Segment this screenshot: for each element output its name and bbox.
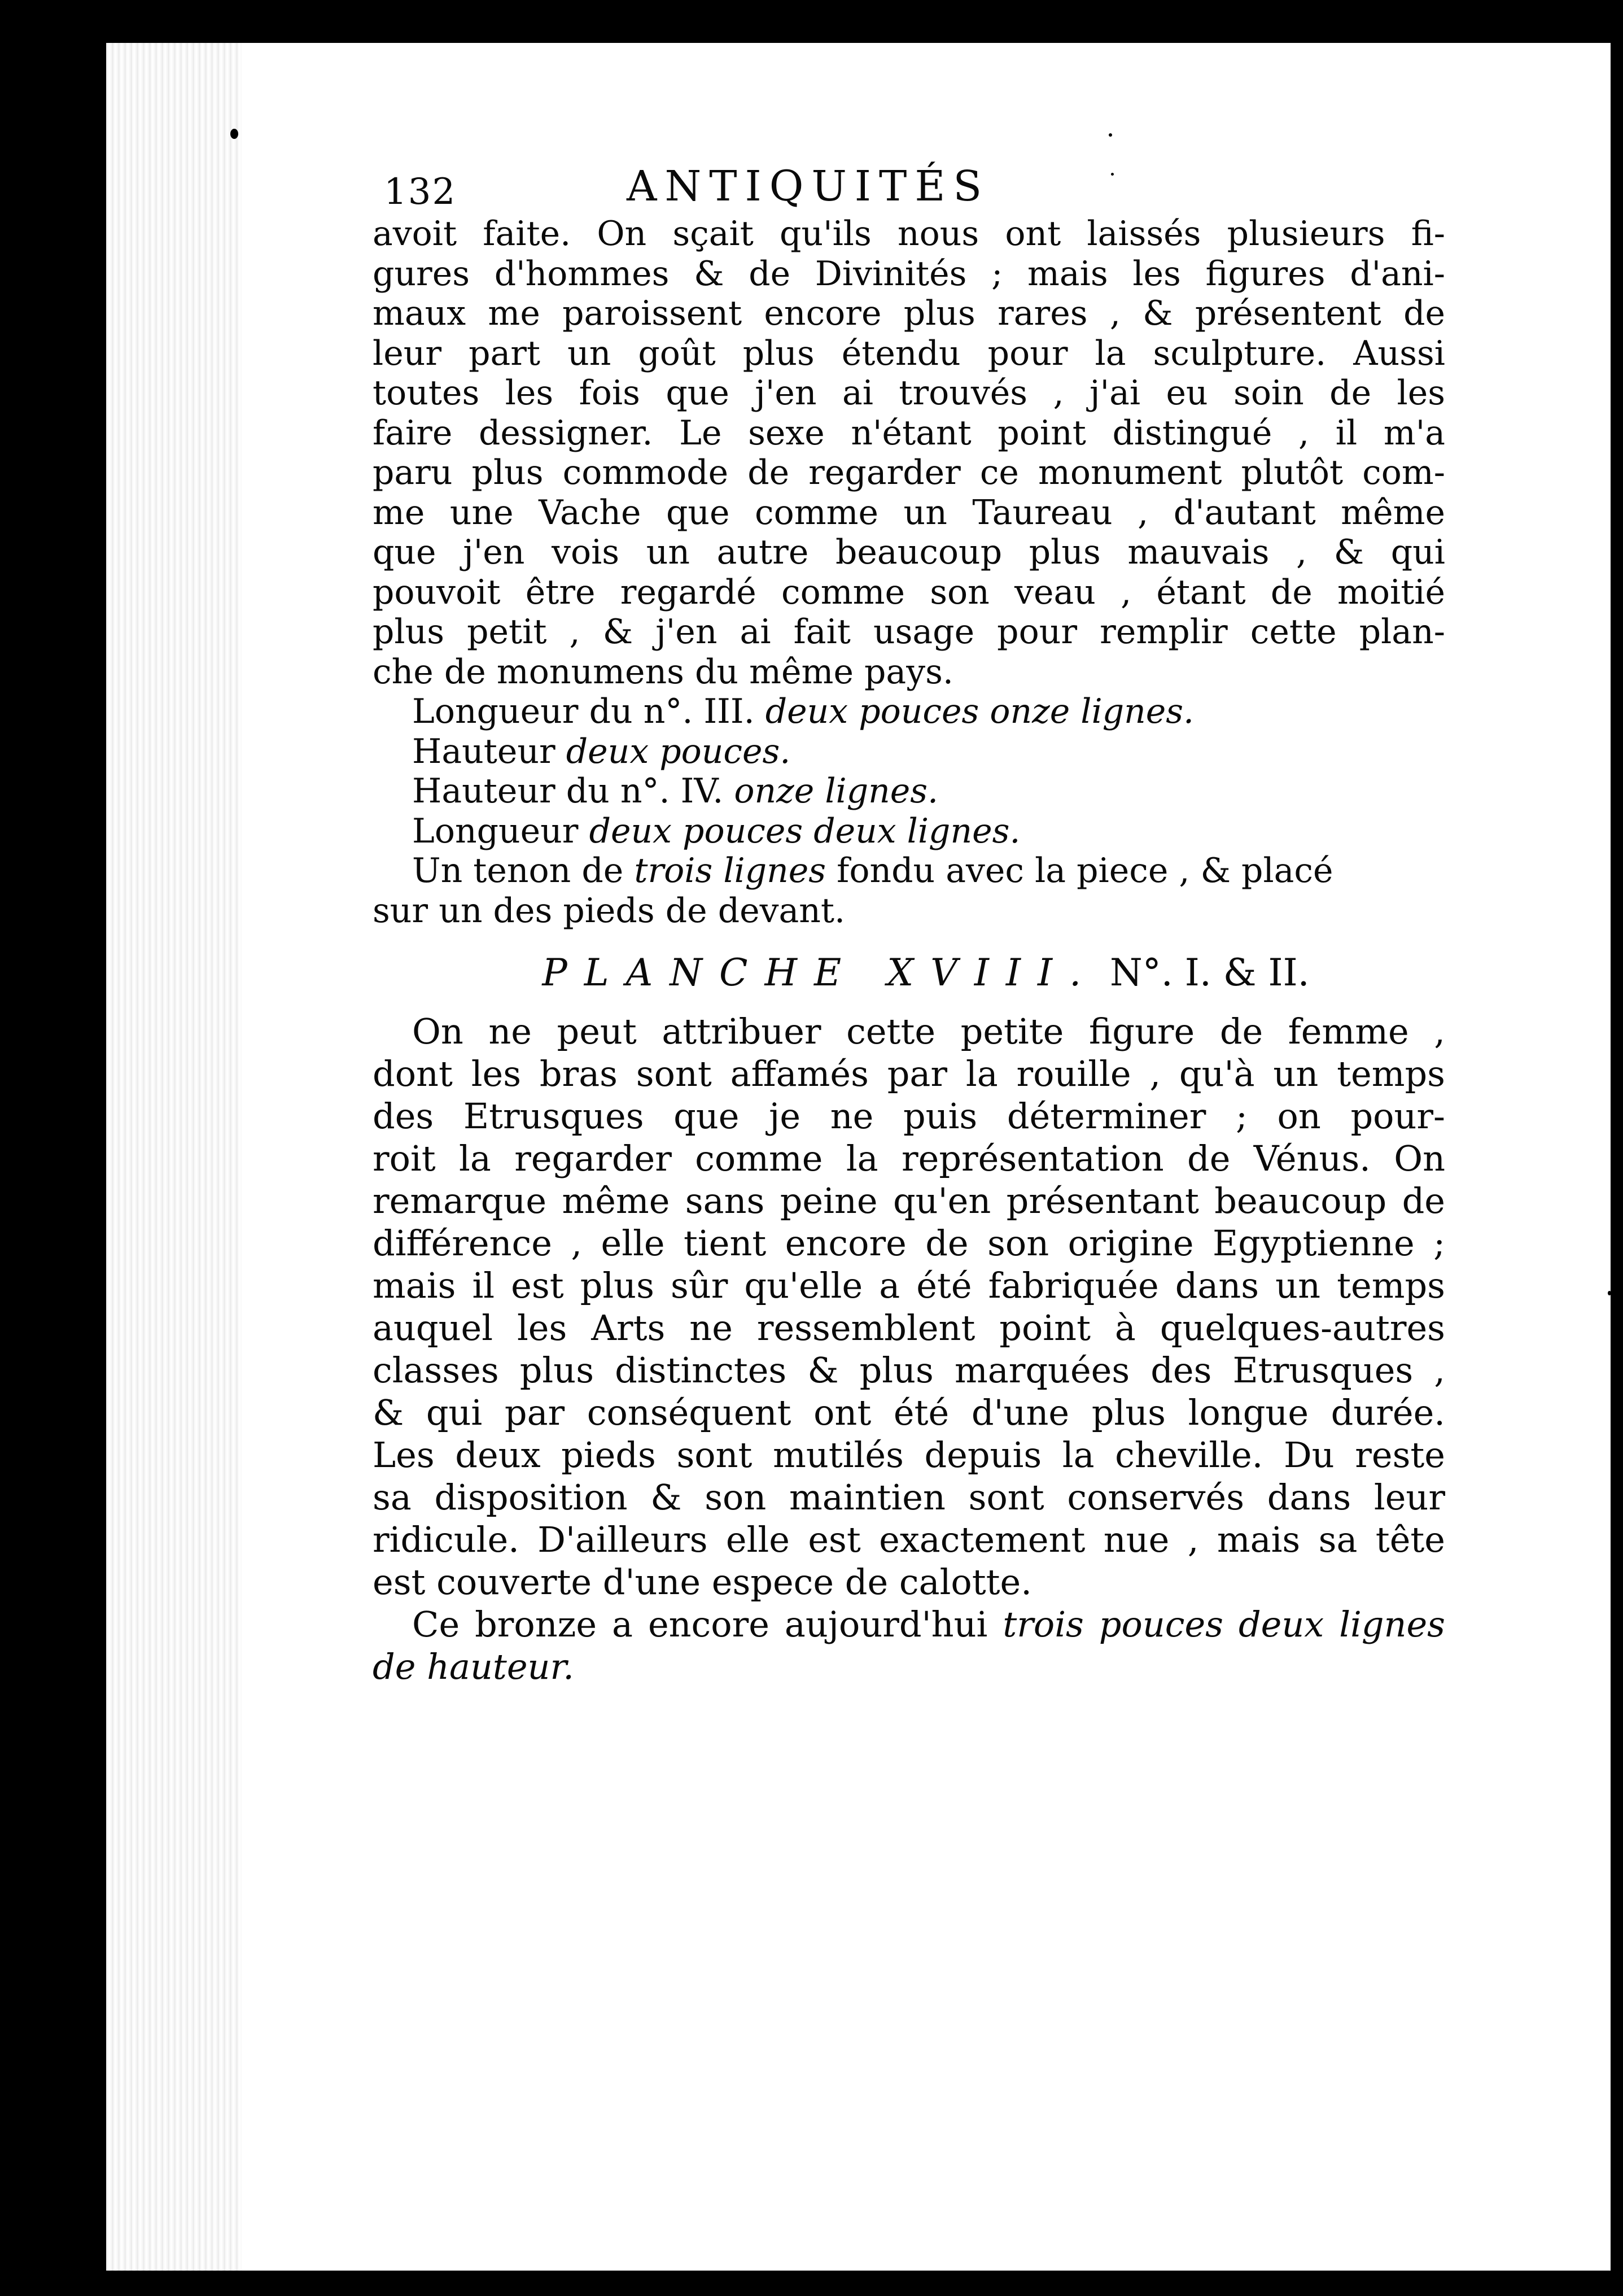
bronze-measure: de hauteur. xyxy=(373,1645,574,1687)
measurement-label: Hauteur xyxy=(412,731,566,771)
text-line: ridicule. D'ailleurs elle est exactement nue , mais sa tête xyxy=(373,1518,1445,1560)
ink-speck xyxy=(230,129,238,139)
text-line: che de monumens du même pays. xyxy=(373,652,953,692)
page-edge-shadow xyxy=(106,43,242,2271)
text-line: sa disposition & son maintien sont conservés dans leur xyxy=(373,1476,1445,1518)
text-line: auquel les Arts ne ressemblent point à quelques-autres xyxy=(373,1307,1445,1348)
measurement-line xyxy=(373,732,1445,772)
text-line: avoit faite. On sçait qu'ils nous ont laissés plusieurs fi- xyxy=(373,214,1445,254)
page-number: 132 xyxy=(384,171,457,213)
tenon-text: fondu avec la piece , & placé xyxy=(826,851,1333,891)
measurement-value: onze lignes. xyxy=(734,771,939,811)
text-line: toutes les fois que j'en ai trouvés , j'ai eu soin de les xyxy=(373,373,1445,413)
plate-numbers: N°. I. & II. xyxy=(1098,951,1310,994)
text-line: & qui par conséquent ont été d'une plus longue durée. xyxy=(373,1391,1445,1433)
measurement-value: deux pouces deux lignes. xyxy=(589,811,1021,851)
text-line: mais il est plus sûr qu'elle a été fabriquée dans un temps xyxy=(373,1264,1445,1306)
plate-heading xyxy=(373,953,1445,993)
text-line: me une Vache que comme un Taureau , d'autant même xyxy=(373,492,1445,532)
ink-speck xyxy=(1608,1291,1611,1295)
text-line: leur part un goût plus étendu pour la sculpture. Aussi xyxy=(373,333,1445,373)
page-text xyxy=(373,162,1445,1688)
plate-title: PLANCHE XVIII. xyxy=(542,951,1099,994)
text-line: remarque même sans peine qu'en présentant beaucoup de xyxy=(373,1180,1445,1221)
text-line: dont les bras sont affamés par la rouille , qu'à un temps xyxy=(373,1053,1445,1094)
paragraph-cow xyxy=(373,214,1445,692)
paragraph-venus xyxy=(373,1010,1445,1688)
text-line: des Etrusques que je ne puis déterminer ; on pour- xyxy=(373,1095,1445,1137)
measurement-line xyxy=(373,811,1445,852)
text-line: roit la regarder comme la représentation de Vénus. On xyxy=(373,1137,1445,1179)
text-line: que j'en vois un autre beaucoup plus mauvais , & qui xyxy=(373,532,1445,572)
ink-speck xyxy=(1109,133,1112,137)
text-line: paru plus commode de regarder ce monument plutôt com- xyxy=(373,453,1445,492)
measurement-line xyxy=(373,771,1445,811)
tenon-measure: trois lignes xyxy=(634,851,826,891)
measurement-label: Hauteur du n°. IV. xyxy=(412,771,734,811)
text-line: est couverte d'une espece de calotte. xyxy=(373,1561,1032,1603)
text-line: On ne peut attribuer cette petite figure de femme , xyxy=(412,1010,1445,1052)
bronze-text: Ce bronze a encore aujourd'hui xyxy=(412,1603,1003,1645)
bronze-line xyxy=(373,1603,1445,1645)
text-line: Les deux pieds sont mutilés depuis la cheville. Du reste xyxy=(373,1434,1445,1476)
measurement-line xyxy=(373,692,1445,732)
tenon-line xyxy=(373,851,1445,891)
tenon-line-2: sur un des pieds de devant. xyxy=(373,891,846,931)
bronze-line-2 xyxy=(373,1645,1445,1688)
measurement-label: Longueur xyxy=(412,811,589,851)
measurement-value: deux pouces. xyxy=(566,731,791,771)
measurement-label: Longueur du n°. III. xyxy=(412,692,765,731)
text-line: plus petit , & j'en ai fait usage pour remplir cette plan- xyxy=(373,612,1445,652)
text-line: pouvoit être regardé comme son veau , étant de moitié xyxy=(373,572,1445,612)
text-line: classes plus distinctes & plus marquées des Etrusques , xyxy=(373,1349,1445,1391)
text-line: différence , elle tient encore de son origine Egyptienne ; xyxy=(373,1222,1445,1264)
text-line: faire dessigner. Le sexe n'étant point distingué , il m'a xyxy=(373,413,1445,453)
tenon-text: Un tenon de xyxy=(412,851,635,891)
running-title: ANTIQUITÉS xyxy=(627,162,990,211)
text-line: maux me paroissent encore plus rares , & présentent de xyxy=(373,294,1445,333)
text-line: gures d'hommes & de Divinités ; mais les figures d'ani- xyxy=(373,254,1445,294)
running-head xyxy=(384,162,1445,214)
measurement-value: deux pouces onze lignes. xyxy=(765,692,1195,731)
bronze-measure: trois pouces deux lignes xyxy=(1003,1603,1445,1645)
measurements-list xyxy=(373,692,1445,891)
